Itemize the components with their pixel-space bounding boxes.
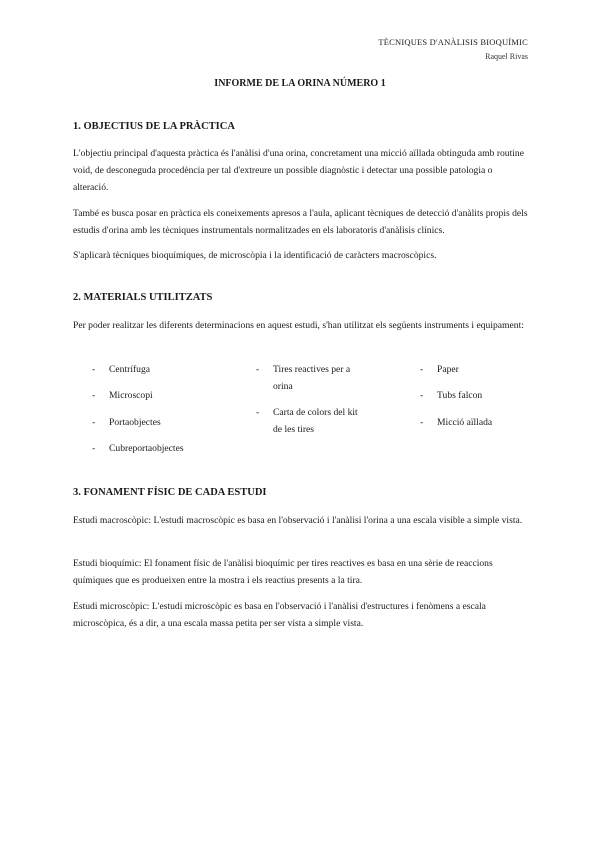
list-item: Micció aïllada bbox=[437, 417, 493, 428]
objectives-paragraph-2: També es busca posar en pràctica els coneixements apresos a l'aula, aplicant tècniques de detecció d'anàlits propis dels estudis d'orina amb les tècniques instrumentals normalitzades en els laboratoris d'anàlisis clínics. bbox=[73, 208, 528, 236]
bullet-dash: - bbox=[92, 417, 96, 428]
document-title: INFORME DE LA ORINA NÚMERO 1 bbox=[214, 78, 386, 89]
header-course-title: TÈCNIQUES D'ANÀLISIS BIOQUÍMIC bbox=[378, 37, 528, 47]
materials-intro: Per poder realitzar les diferents determinacions en aquest estudi, s'han utilitzat els següents instruments i equipament: bbox=[73, 320, 524, 331]
list-item: Paper bbox=[437, 364, 459, 375]
section-objectives-heading: 1. OBJECTIUS DE LA PRÀCTICA bbox=[73, 121, 235, 132]
list-item: Portaobjectes bbox=[109, 417, 161, 428]
section-foundation-heading: 3. FONAMENT FÍSIC DE CADA ESTUDI bbox=[73, 487, 267, 498]
list-item: Carta de colors del kit de les tires bbox=[273, 407, 358, 435]
foundation-paragraph-microscopic: Estudi microscòpic: L'estudi microscòpic es basa en l'observació i l'anàlisi d'estructures i fenòmens a escala microscòpica, és a dir, a una escala massa petita per ser vista a simple vista. bbox=[73, 601, 486, 629]
bullet-dash: - bbox=[256, 364, 260, 375]
bullet-dash: - bbox=[92, 443, 96, 454]
list-item: Microscopi bbox=[109, 390, 153, 401]
list-item: Tubs falcon bbox=[437, 390, 483, 401]
foundation-paragraph-macroscopic: Estudi macroscòpic: L'estudi macroscòpic es basa en l'observació i l'anàlisi l'orina a una escala visible a simple vista. bbox=[73, 515, 523, 526]
objectives-paragraph-1: L'objectiu principal d'aquesta pràctica és l'anàlisi d'una orina, concretament una micció aïllada obtinguda amb routine void, de desconeguda procedència per tal d'extreure un possible diagnòstic i detectar una possible patologia o alteració. bbox=[73, 148, 524, 193]
header-author: Raquel Rivas bbox=[485, 52, 528, 61]
list-item: Cubreportaobjectes bbox=[109, 443, 184, 454]
objectives-paragraph-3: S'aplicarà tècniques bioquímiques, de microscòpia i la identificació de caràcters macroscòpics. bbox=[73, 250, 437, 261]
bullet-dash: - bbox=[420, 364, 424, 375]
bullet-dash: - bbox=[92, 390, 96, 401]
list-item: Centrífuga bbox=[109, 364, 151, 375]
section-materials-heading: 2. MATERIALS UTILITZATS bbox=[73, 292, 213, 303]
bullet-dash: - bbox=[420, 417, 424, 428]
foundation-paragraph-biochemical: Estudi bioquímic: El fonament físic de l'anàlisi bioquímic per tires reactives es basa en una sèrie de reaccions químiques que es produeixen entre la mostra i els reactius presents a la tira. bbox=[73, 558, 493, 586]
bullet-dash: - bbox=[256, 407, 260, 418]
list-item: Tires reactives per a orina bbox=[273, 364, 351, 392]
bullet-dash: - bbox=[420, 390, 424, 401]
bullet-dash: - bbox=[92, 364, 96, 375]
